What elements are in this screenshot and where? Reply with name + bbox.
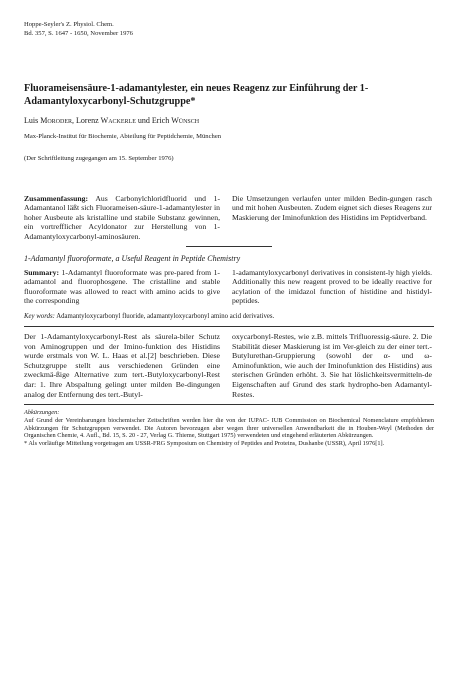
abstract-de-right: Die Umsetzungen verlaufen unter milden Bedin-gungen rasch und mit hohen Ausbeuten. Zudem eignet sich dieses Reagens zur Maskierung der Iminofunktion des Histidins im Peptidverband. [232, 194, 432, 222]
author-last-name: Wackerle [100, 116, 136, 125]
author-first-name: Erich [151, 116, 170, 125]
abstract-en-left-text: 1-Adamantyl fluoroformate was pre-pared from 1-adamantol and fluorophosgene. The cristalline and stable fluoroformate was allowed to react with amino acids to give the corresponding [24, 268, 220, 306]
body-text-left: Der 1-Adamantyloxycarbonyl-Rest als säurela-biler Schutz von Aminogruppen und der Imino-funktion des Histidins wurde erstmals von W. L. Haas et al.[2] beschrieben. Diese Schutzgruppe stellt aus verschiedenen Gründen eine zweckmä-ßige Alternative zum tert.-Butyloxycarbonyl-Rest dar: 1. Ihre Abspaltung gelingt unter milden Be-dingungen analog der Entfernung des tert.-Butyl- [24, 332, 220, 399]
abstract-en-left [24, 268, 220, 306]
author-first-name: Lorenz [76, 116, 99, 125]
abstract-en-right: 1-adamantyloxycarbonyl derivatives in consistent-ly high yields. Additionally this new reagent proved to be ideally reactive for acylation of the imidazol function of histidine and histidyl-peptides. [232, 268, 432, 306]
abstract-en-lead: Summary: [24, 268, 60, 277]
author-last-name: Moroder [40, 116, 73, 125]
author-last-name: Wünsch [171, 116, 200, 125]
star-footnote: * Als vorläufige Mitteilung vorgetragen am USSR-FRG Symposium on Chemistry of Peptides and Proteins, Dushanbe (USSR), April 1976[1]. [24, 440, 385, 448]
author-first-name: Luis [24, 116, 39, 125]
received-date: (Der Schriftleitung zugegangen am 15. September 1976) [24, 155, 174, 162]
footnote-divider [24, 404, 434, 405]
keywords-divider [24, 326, 434, 327]
article-title: Fluorameisensäure-1-adamantylester, ein neues Reagenz zur Einführung der 1-Adamantyloxycarbonyl-Schutzgruppe* [24, 83, 369, 107]
abstract-de-lead: Zusammenfassung: [24, 194, 89, 203]
abbreviations-text: Auf Grund der Vereinbarungen biochemischer Zeitschriften werden hier die von der IUPAC- IUB Commission on Biochemical Nomenclature empfohlenen Abkürzungen für Schutzgruppen verwendet. Die Autoren bevorzugen aber wegen ihrer universellen Anwendbarkeit die in Houben-Weyl (Methoden der Organischen Chemie, 4. Aufl., Bd. 15, S. 20 - 27, Verlag G. Thieme, Stuttgart 1975) verwendeten und eingehend erläuterten Abkürzungen. [24, 416, 434, 440]
abstract-de-left-text: Aus Carbonylchloridfluorid und 1-Adamantanol läßt sich Fluorameisen-säure-1-adamantylester in hoher Ausbeute als kristalline und stabile Substanz gewinnen, ein vortrefflicher Acyldonator zur Herstellung von 1-Adamantyloxycarbonyl-aminosäuren. [24, 194, 221, 241]
abbreviations-label: Abkürzungen: [24, 409, 60, 416]
keywords [24, 312, 434, 321]
keywords-label: Key words: [24, 313, 55, 320]
affiliation: Max-Planck-Institut für Biochemie, Abteilung für Peptidchemie, München [24, 133, 222, 140]
journal-name: Hoppe-Seyler's Z. Physiol. Chem. [24, 21, 114, 28]
keywords-text: Adamantyloxycarbonyl fluoride, adamantyloxycarbonyl amino acid derivatives. [56, 313, 275, 320]
section-divider [186, 246, 272, 247]
footnotes [24, 409, 434, 448]
english-title: 1-Adamantyl fluoroformate, a Useful Reagent in Peptide Chemistry [24, 254, 241, 263]
body-text-right: oxycarbonyl-Restes, wie z.B. mittels Trifluoressig-säure. 2. Die Stabilität dieser Maskierung ist im Ver-gleich zu der einer tert.-Butylurethan-Gruppierung (sowohl der α- und ω-Aminofunktion, wie auch der Iminofunktion des Histidins) aus sterischen Gründen erhöht. 3. Sie hat löslichkeitsvermitteln-de Eigenschaften auf Grund des stark hydropho-ben Adamantyl-Restes. [232, 332, 432, 399]
abstract-de-left [24, 194, 220, 241]
journal-volume: Bd. 357, S. 1647 - 1650, November 1976 [24, 30, 133, 37]
author-list: Luis Moroder, Lorenz Wackerle und Erich Wünsch [24, 116, 200, 125]
author-conjunction: und [137, 116, 150, 125]
journal-header [24, 20, 324, 38]
